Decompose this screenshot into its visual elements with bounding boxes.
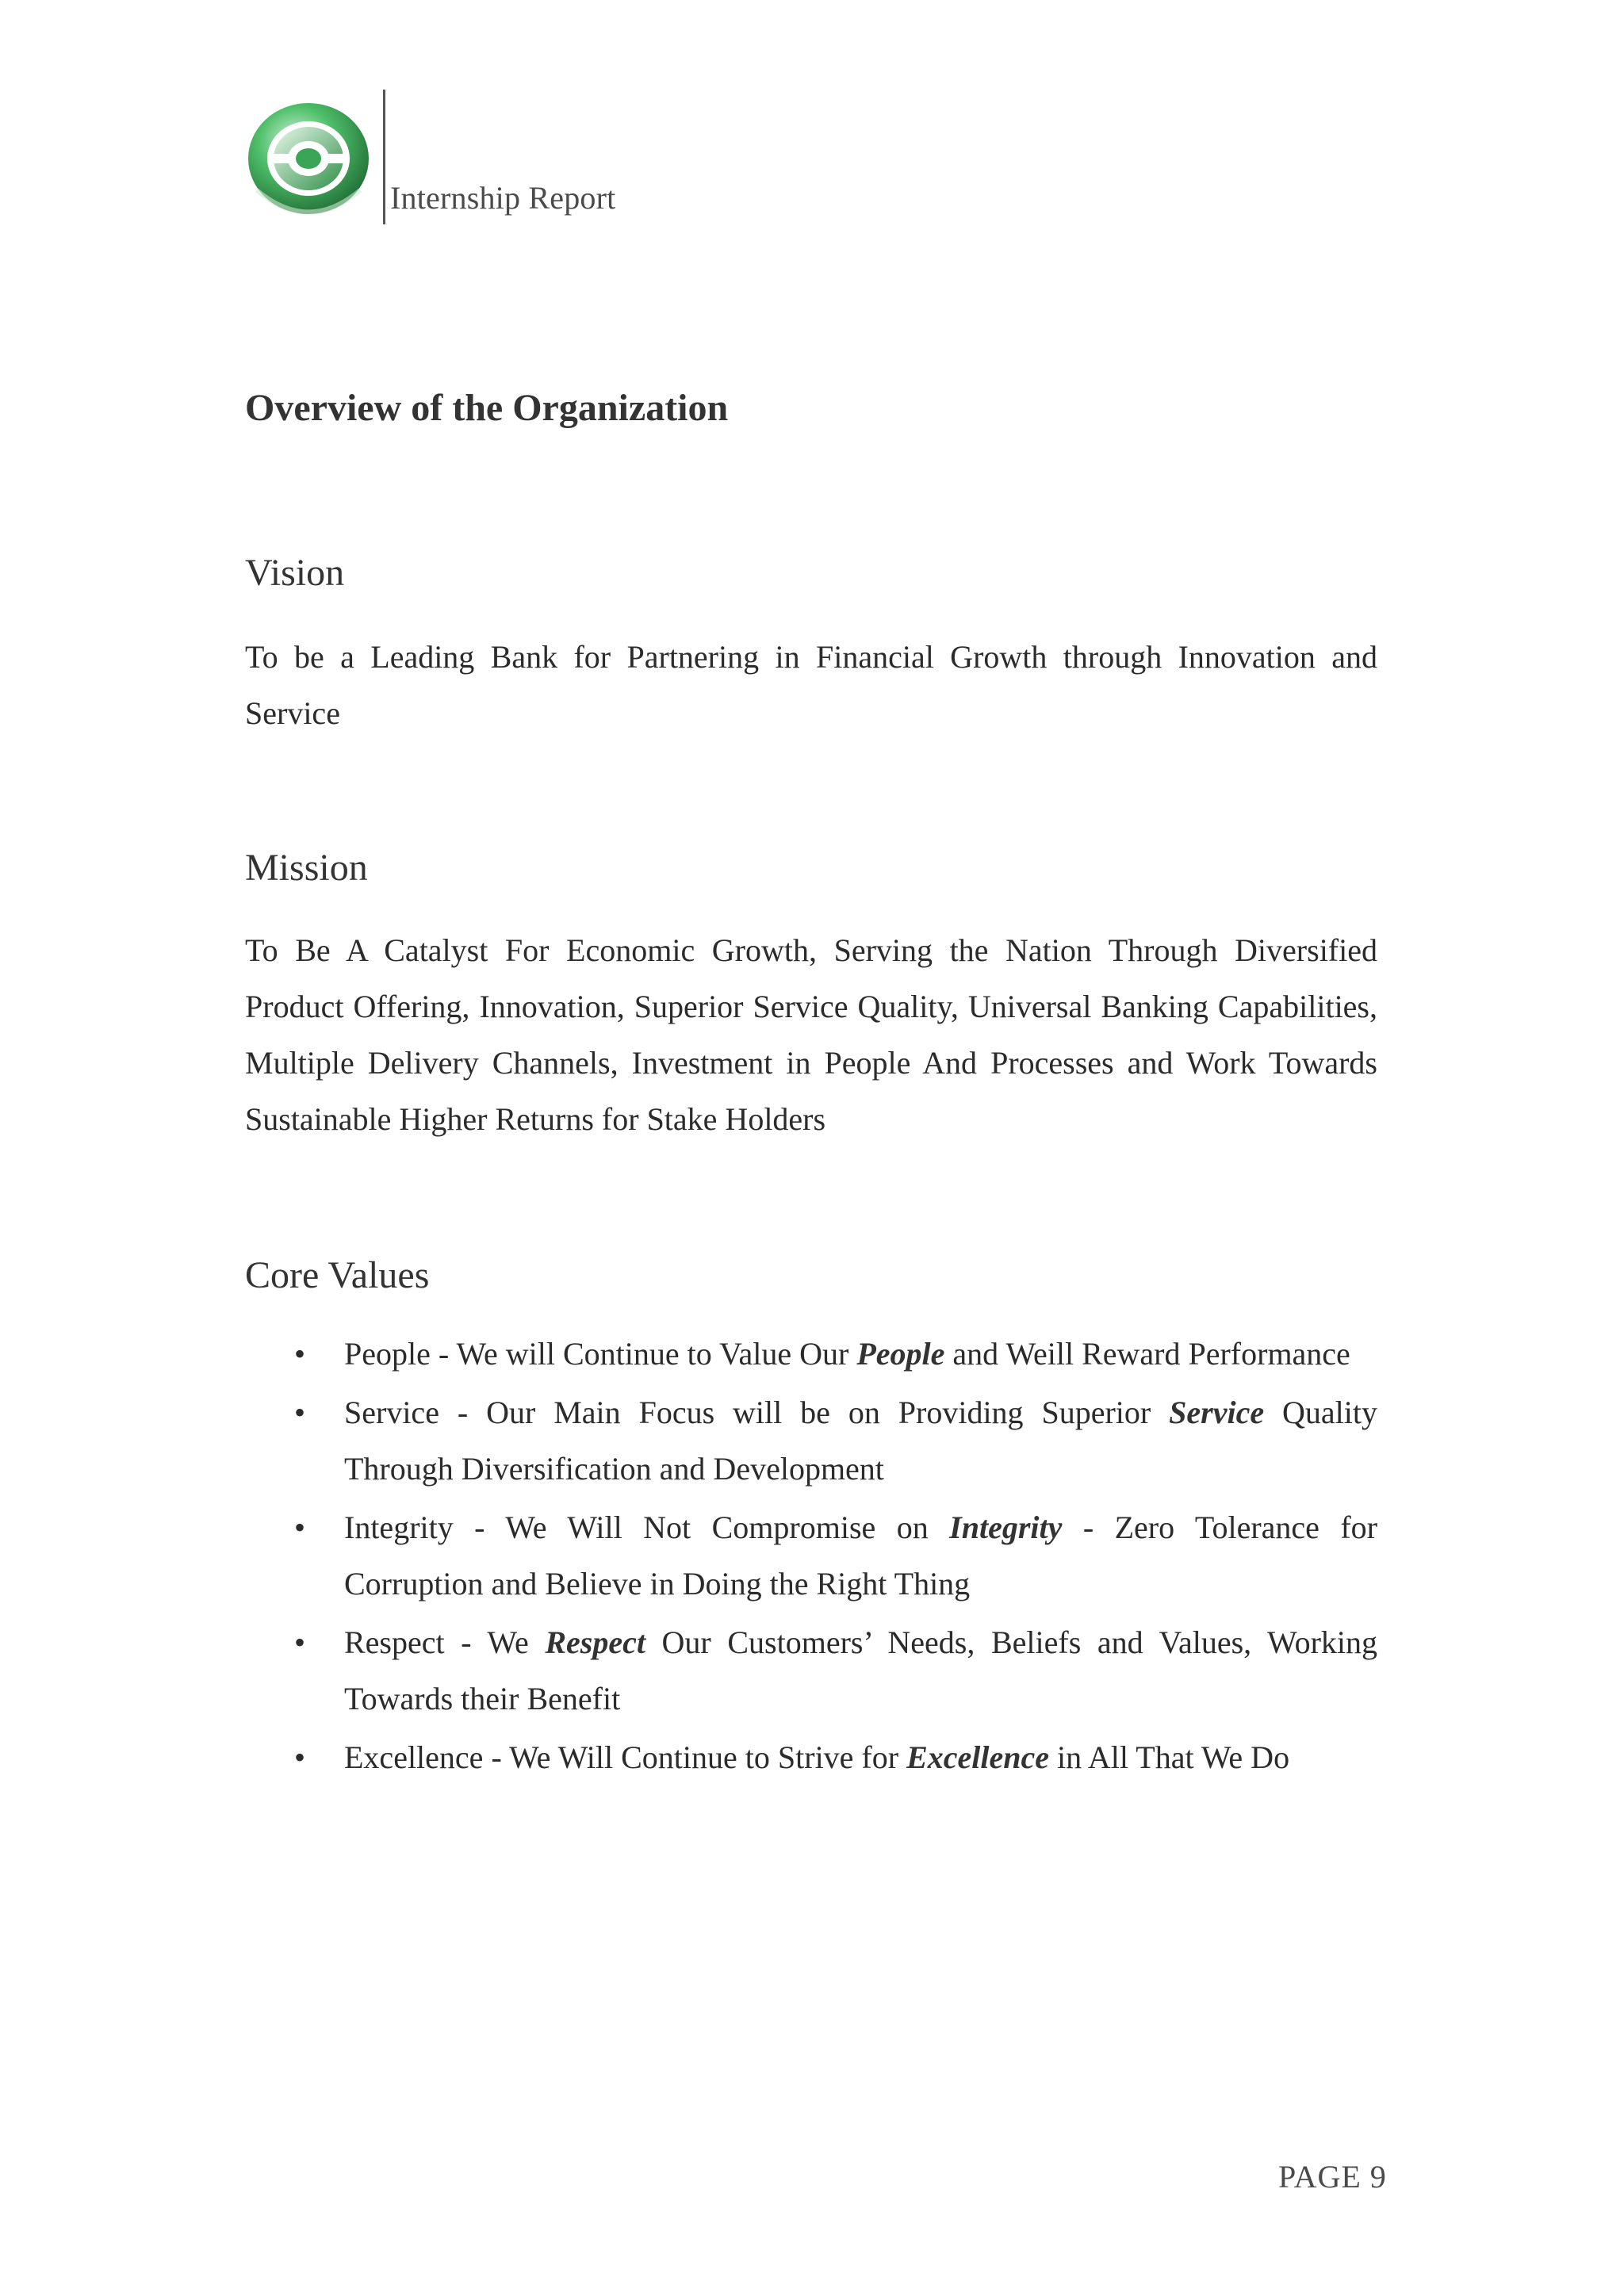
header-divider [383,90,385,224]
core-values-heading: Core Values [245,1254,430,1296]
core-value-item-integrity [245,1499,1377,1612]
vision-text: To be a Leading Bank for Partnering in Financial Growth through Innovation and Service [245,639,1377,731]
value-emphasis: Service [1169,1395,1265,1430]
bullet-icon: • [294,1395,306,1430]
value-name: Respect [344,1624,445,1660]
core-value-item-service [245,1384,1377,1497]
vision-heading: Vision [245,552,345,594]
mission-text: To Be A Catalyst For Economic Growth, Serving the Nation Through Diversified Product Offering, Innovation, Superior Service Quality, Universal Banking Capabilities, Multiple Delivery Channels, Investment in People And Processes and Work Towards Sustainable Higher Returns for Stake Holders [245,932,1377,1137]
mission-heading: Mission [245,847,368,889]
value-text-before: - We Will Not Compromise on [453,1510,950,1545]
value-name: Service [344,1395,439,1430]
value-name: Integrity [344,1510,454,1545]
bank-ring-logo-icon [241,95,376,230]
value-text-before: - We [444,1624,546,1660]
value-text-after: Our Customers’ Needs, Beliefs and Values, Working Towards their Benefit [344,1624,1377,1716]
page-number: PAGE 9 [1278,2159,1387,2195]
value-name: People [344,1336,431,1372]
value-name: Excellence [344,1739,484,1775]
core-values-list [245,1326,1377,1788]
bullet-icon: • [294,1510,306,1545]
core-value-item-people [245,1326,1377,1382]
value-text-after: in All That We Do [1049,1739,1290,1775]
core-value-item-respect [245,1614,1377,1727]
value-text-before: - We Will Continue to Strive for [483,1739,907,1775]
value-emphasis: Respect [545,1624,645,1660]
value-text-after: and Weill Reward Performance [944,1336,1350,1372]
value-emphasis: Integrity [949,1510,1063,1545]
value-text-before: - We will Continue to Value Our [430,1336,857,1372]
value-emphasis: Excellence [906,1739,1049,1775]
bullet-icon: • [294,1624,306,1660]
overview-heading: Overview of the Organization [245,387,729,429]
header-title: Internship Report [390,180,616,216]
value-text-after: - Zero Tolerance for Corruption and Believe in Doing the Right Thing [344,1510,1377,1601]
bullet-icon: • [294,1336,306,1372]
core-value-item-excellence [245,1729,1377,1785]
value-text-before: - Our Main Focus will be on Providing Superior [439,1395,1170,1430]
value-text-after: Quality Through Diversification and Development [344,1395,1378,1487]
value-emphasis: People [856,1336,945,1372]
bullet-icon: • [294,1739,306,1775]
